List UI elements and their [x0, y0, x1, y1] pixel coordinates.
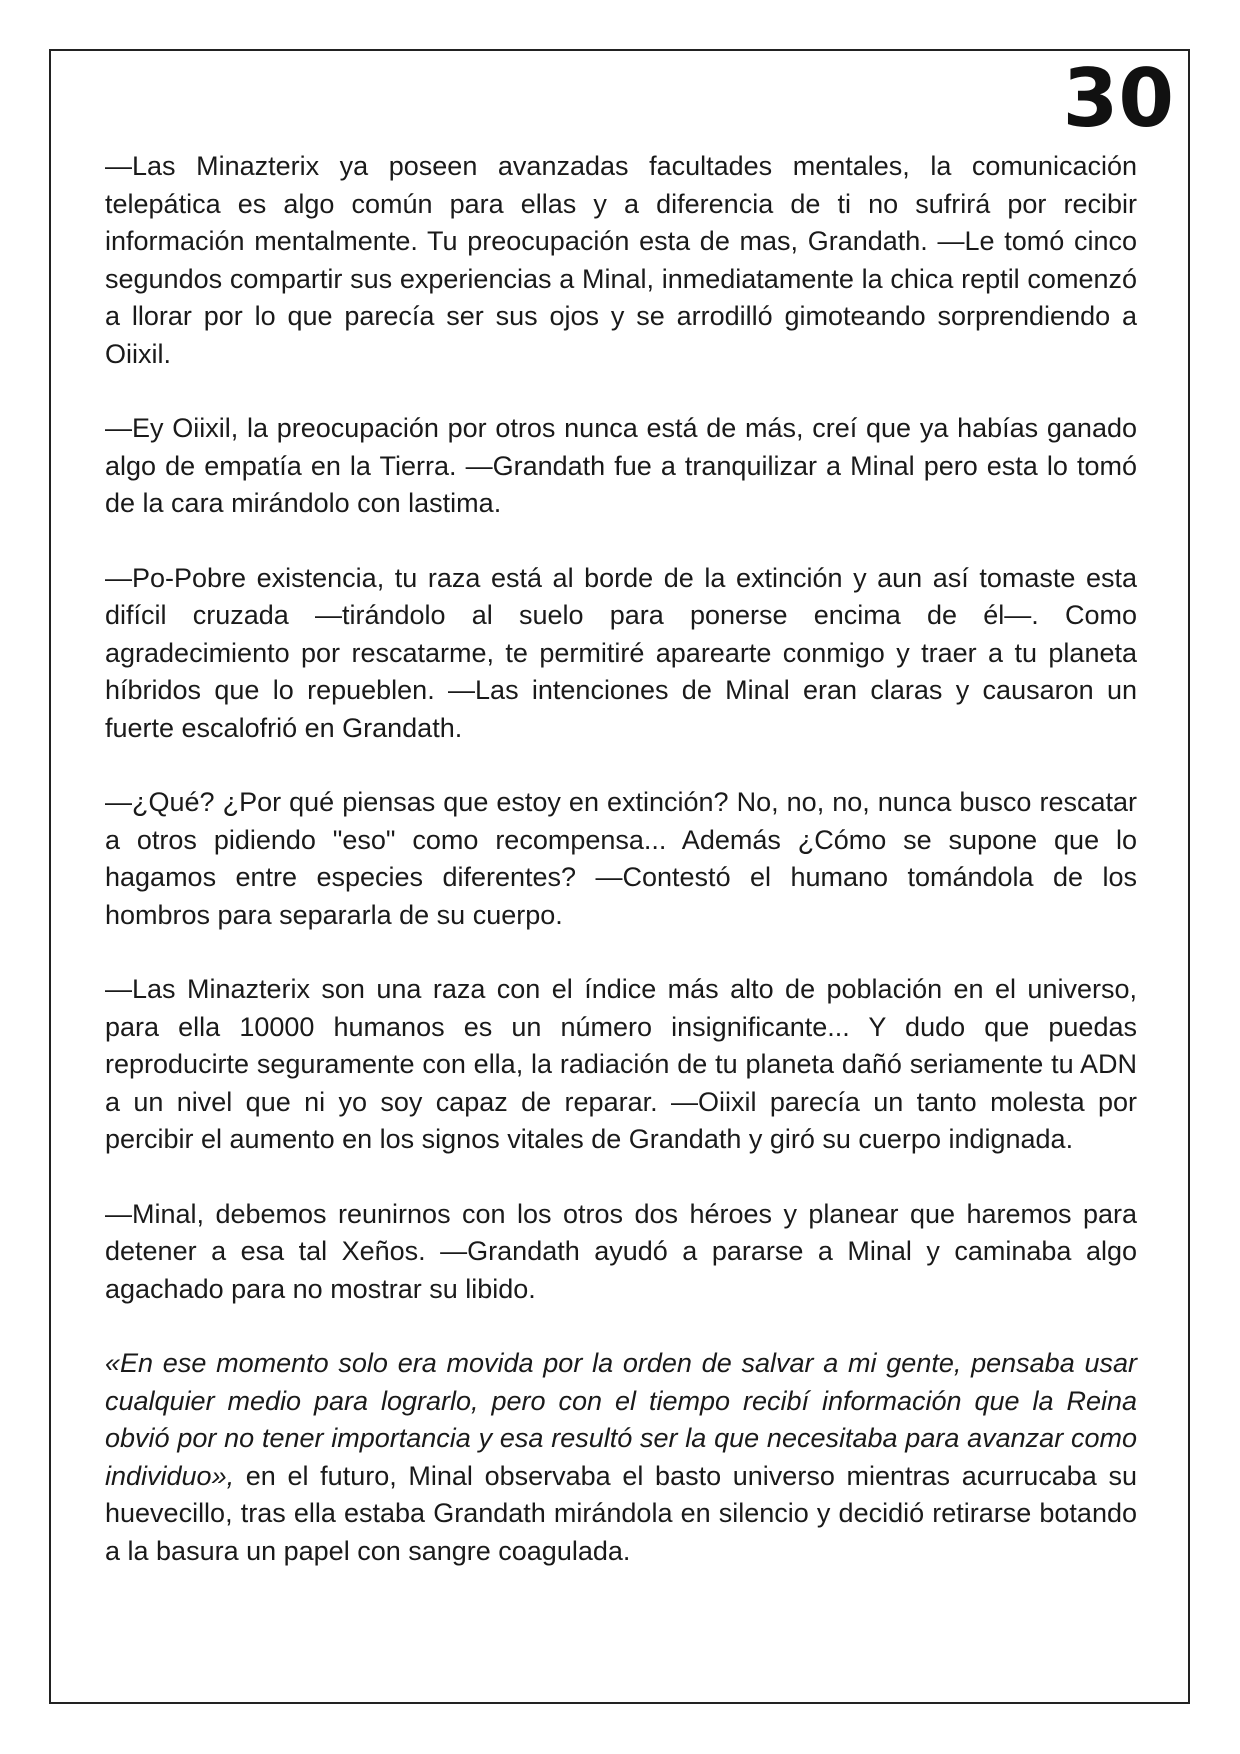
paragraph-7-italic-quote: «En ese momento solo era movida por la orden de salvar a mi gente, pensaba usar cualquier medio para lograrlo, pero con el tiempo recibí información que la Reina obvió por no tener importancia y esa resultó ser la que necesitaba para avanzar como individuo», [105, 1348, 1137, 1491]
paragraph-7-narration: en el futuro, Minal observaba el basto universo mientras acurrucaba su huevecillo, tras ella estaba Grandath mirándola en silencio y decidió retirarse botando a la basura un papel con sangre coagulada. [105, 1460, 1137, 1566]
paragraph-2: —Ey Oiixil, la preocupación por otros nunca está de más, creí que ya habías ganado algo de empatía en la Tierra. —Grandath fue a tranquilizar a Minal pero esta lo tomó de la cara mirándolo con lastima. [105, 413, 1137, 518]
page-frame [49, 49, 1190, 1704]
paragraph-1: —Las Minazterix ya poseen avanzadas facultades mentales, la comunicación telepática es algo común para ellas y a diferencia de ti no sufrirá por recibir información mentalmente. Tu preocupación esta de mas, Grandath. —Le tomó cinco segundos compartir sus experiencias a Minal, inmediatamente la chica reptil comenzó a llorar por lo que parecía ser sus ojos y se arrodilló gimoteando sorprendiendo a Oiixil. [105, 151, 1137, 369]
paragraph-3: —Po-Pobre existencia, tu raza está al borde de la extinción y aun así tomaste esta difícil cruzada —tirándolo al suelo para ponerse encima de él—. Como agradecimiento por rescatarme, te permitiré aparearte conmigo y traer a tu planeta híbridos que lo repueblen. —Las intenciones de Minal eran claras y causaron un fuerte escalofrió en Grandath. [105, 562, 1137, 743]
page-number: 30 [1062, 52, 1174, 145]
paragraph-4: —¿Qué? ¿Por qué piensas que estoy en extinción? No, no, no, nunca busco rescatar a otros pidiendo "eso" como recompensa... Además ¿Cómo se supone que lo hagamos entre especies diferentes? —Contestó el humano tomándola de los hombros para separarla de su cuerpo. [105, 787, 1137, 930]
paragraph-7 [105, 1345, 1137, 1570]
text-body [105, 148, 1137, 1570]
paragraph-5: —Las Minazterix son una raza con el índice más alto de población en el universo, para ella 10000 humanos es un número insignificante... Y dudo que puedas reproducirte seguramente con ella, la radiación de tu planeta dañó seriamente tu ADN a un nivel que ni yo soy capaz de reparar. —Oiixil parecía un tanto molesta por percibir el aumento en los signos vitales de Grandath y giró su cuerpo indignada. [105, 974, 1137, 1154]
paragraph-6: —Minal, debemos reunirnos con los otros dos héroes y planear que haremos para detener a esa tal Xeños. —Grandath ayudó a pararse a Minal y caminaba algo agachado para no mostrar su libido. [105, 1198, 1137, 1304]
